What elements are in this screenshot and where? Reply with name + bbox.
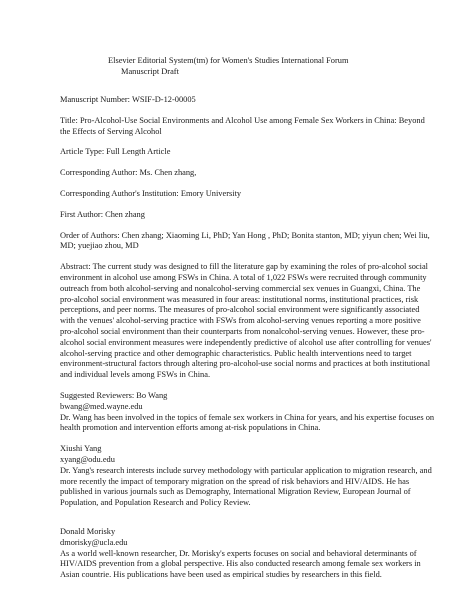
manuscript-title: Title: Pro-Alcohol-Use Social Environments and Alcohol Use among Female Sex Workers in China: Beyond the Effects of Serving Alcohol xyxy=(60,115,425,136)
reviewer-note: As a world well-known researcher, Dr. Morisky's experts focuses on social and behavioral determinants of HIV/AIDS prevention from a global perspective. His also conducted research among female sex workers in Asian countrie. His publications have been used as empirical studies by researchers in this field. xyxy=(60,548,421,580)
corresponding-institution: Corresponding Author's Institution: Emory University xyxy=(60,188,242,198)
reviewer-block xyxy=(60,444,436,509)
reviewer-note: Dr. Wang has been involved in the topics of female sex workers in China for years, and his expertise focuses on health promotion and intervention efforts among at-risk populations in China. xyxy=(60,412,435,433)
reviewer-block xyxy=(60,527,436,581)
manuscript-body xyxy=(60,95,436,591)
corresponding-author: Corresponding Author: Ms. Chen zhang, xyxy=(60,168,197,178)
reviewer-email: xyang@odu.edu xyxy=(60,454,115,464)
abstract: Abstract: The current study was designed to fill the literature gap by examining the roles of pro-alcohol social environment in alcohol use among FSWs in China. A total of 1,022 FSWs were recruited through community outreach from both alcohol-serving and nonalcohol-serving commercial sex venues in Guangxi, China. The pro-alcohol social environment was measured in four areas: institutional norms, institutional practices, risk perceptions, and peer norms. The measures of pro-alcohol social environment were significantly associated with the venues' alcohol-serving practice with FSWs from alcohol-serving venues reporting a more positive pro-alcohol social environment than their counterparts from nonalcohol-serving venues. However, these pro-alcohol social environment measures were independently predictive of alcohol use after controlling for venues' alcohol-serving practice and other demographic characteristics. Public health interventions need to target environment-structural factors through altering pro-alcohol-use social norms and practices at both institutional and individual levels among FSWs in China. xyxy=(60,262,432,380)
document-header xyxy=(108,55,349,77)
first-author: First Author: Chen zhang xyxy=(60,209,145,219)
article-type: Article Type: Full Length Article xyxy=(60,147,171,157)
header-draft-line: Manuscript Draft xyxy=(121,67,179,76)
header-system-line: Elsevier Editorial System(tm) for Women's Studies International Forum xyxy=(108,56,349,65)
reviewer-block xyxy=(60,391,436,434)
reviewer-note: Dr. Yang's research interests include survey methodology with particular application to migration research, and more recently the impact of temporary migration on the spread of risk behaviors and HIV/AIDS. He has published in various journals such as Demography, International Migration Review, European Journal of Population, and Population Research and Policy Review. xyxy=(60,465,432,508)
reviewer-email: dmorisky@ucla.edu xyxy=(60,537,128,547)
reviewer-heading: Xiushi Yang xyxy=(60,444,102,454)
reviewer-heading: Donald Morisky xyxy=(60,526,116,536)
manuscript-number: Manuscript Number: WSIF-D-12-00005 xyxy=(60,95,196,104)
reviewer-heading: Suggested Reviewers: Bo Wang xyxy=(60,390,168,400)
order-of-authors: Order of Authors: Chen zhang; Xiaoming Li, PhD; Yan Hong , PhD; Bonita stanton, MD; yiyun chen; Wei liu, MD; yuejiao zhou, MD xyxy=(60,230,430,251)
reviewer-email: bwang@med.wayne.edu xyxy=(60,401,143,411)
